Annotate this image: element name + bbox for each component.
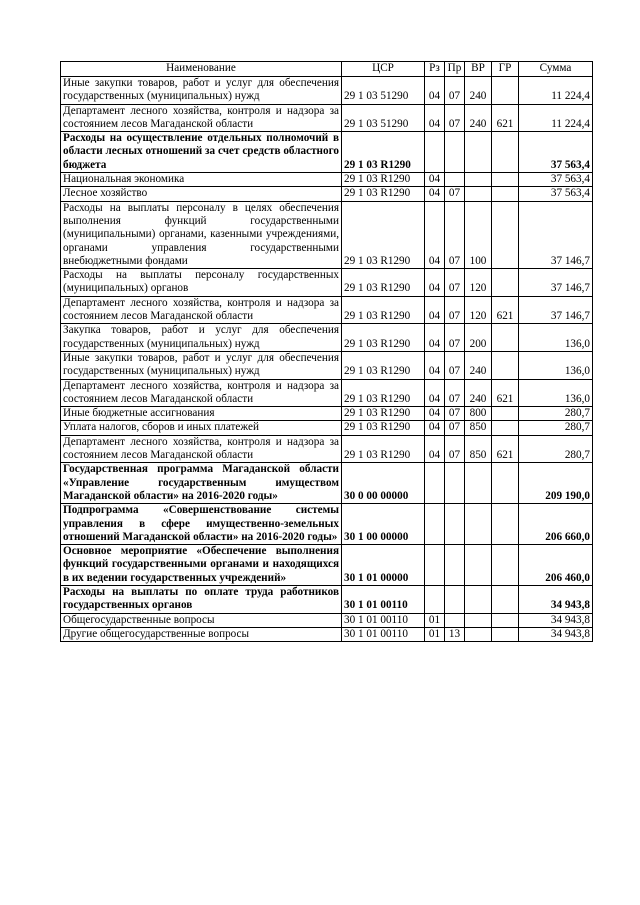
row-pr: 07 [445,187,465,201]
row-csr: 29 1 03 R1290 [342,407,425,421]
row-csr: 30 1 01 00110 [342,627,425,641]
row-csr: 29 1 03 R1290 [342,435,425,463]
table-row [61,407,593,421]
row-rz: 04 [425,104,445,132]
row-vr: 850 [465,435,492,463]
row-vr [465,585,492,613]
row-rz: 04 [425,269,445,297]
row-csr: 29 1 03 R1290 [342,201,425,268]
row-rz: 04 [425,379,445,407]
row-pr: 07 [445,77,465,105]
row-gr [492,585,519,613]
table-row [61,585,593,613]
row-rz [425,504,445,545]
row-pr: 07 [445,351,465,379]
row-pr [445,173,465,187]
row-sum: 34 943,8 [519,613,593,627]
row-vr [465,613,492,627]
row-name: Национальная экономика [61,173,342,187]
row-csr: 30 1 00 00000 [342,504,425,545]
row-name: Иные закупки товаров, работ и услуг для обеспечения государственных (муниципальных) нужд [61,77,342,105]
row-gr: 621 [492,104,519,132]
row-csr: 29 1 03 R1290 [342,351,425,379]
row-csr: 30 1 01 00110 [342,613,425,627]
row-name: Расходы на выплаты персоналу в целях обеспечения выполнения функций государственными (муниципальными) органами, казенными учреждениями, органами управления государственными внебюджетными фондами [61,201,342,268]
row-csr: 30 0 00 00000 [342,463,425,504]
row-name: Департамент лесного хозяйства, контроля и надзора за состоянием лесов Магаданской области [61,296,342,324]
row-rz: 04 [425,407,445,421]
row-sum: 11 224,4 [519,77,593,105]
header-vr: ВР [465,62,492,77]
row-rz: 01 [425,627,445,641]
row-vr: 850 [465,421,492,435]
table-row [61,187,593,201]
row-name: Лесное хозяйство [61,187,342,201]
row-gr [492,504,519,545]
row-pr: 07 [445,435,465,463]
table-row [61,379,593,407]
row-pr: 07 [445,324,465,352]
row-pr: 07 [445,201,465,268]
row-sum: 209 190,0 [519,463,593,504]
row-gr [492,269,519,297]
row-vr [465,173,492,187]
row-name: Иные бюджетные ассигнования [61,407,342,421]
row-vr [465,627,492,641]
row-csr: 29 1 03 R1290 [342,269,425,297]
row-csr: 29 1 03 R1290 [342,379,425,407]
row-gr [492,132,519,173]
row-pr: 07 [445,296,465,324]
row-sum: 136,0 [519,351,593,379]
row-sum: 280,7 [519,421,593,435]
row-rz: 04 [425,187,445,201]
row-vr: 240 [465,351,492,379]
row-sum: 11 224,4 [519,104,593,132]
row-gr [492,201,519,268]
row-csr: 29 1 03 51290 [342,104,425,132]
budget-table [60,61,593,642]
header-rz: Рз [425,62,445,77]
row-name: Общегосударственные вопросы [61,613,342,627]
table-row [61,351,593,379]
row-vr [465,463,492,504]
row-vr: 240 [465,77,492,105]
row-rz: 04 [425,421,445,435]
row-pr: 07 [445,379,465,407]
row-pr [445,585,465,613]
row-rz: 04 [425,201,445,268]
table-row [61,201,593,268]
row-gr [492,187,519,201]
row-sum: 37 146,7 [519,201,593,268]
row-gr: 621 [492,379,519,407]
row-gr [492,421,519,435]
row-sum: 136,0 [519,379,593,407]
row-vr: 800 [465,407,492,421]
row-gr: 621 [492,435,519,463]
table-row [61,613,593,627]
row-sum: 34 943,8 [519,627,593,641]
row-rz: 04 [425,296,445,324]
row-pr: 07 [445,407,465,421]
row-name: Департамент лесного хозяйства, контроля и надзора за состоянием лесов Магаданской области [61,379,342,407]
row-name: Подпрограмма «Совершенствование системы управления в сфере имущественно-земельных отношений Магаданской области» на 2016-2020 годы» [61,504,342,545]
row-name: Расходы на осуществление отдельных полномочий в области лесных отношений за счет средств областного бюджета [61,132,342,173]
row-vr [465,132,492,173]
header-csr: ЦСР [342,62,425,77]
table-row [61,627,593,641]
row-pr [445,504,465,545]
row-sum: 37 563,4 [519,173,593,187]
row-rz [425,585,445,613]
row-vr: 200 [465,324,492,352]
row-pr [445,613,465,627]
table-row [61,435,593,463]
table-row [61,132,593,173]
row-gr [492,324,519,352]
row-name: Департамент лесного хозяйства, контроля и надзора за состоянием лесов Магаданской области [61,435,342,463]
row-vr: 120 [465,269,492,297]
header-name: Наименование [61,62,342,77]
table-row [61,463,593,504]
row-rz: 04 [425,324,445,352]
row-name: Расходы на выплаты персоналу государственных (муниципальных) органов [61,269,342,297]
row-sum: 37 146,7 [519,296,593,324]
table-row [61,104,593,132]
row-sum: 37 563,4 [519,132,593,173]
row-csr: 29 1 03 R1290 [342,296,425,324]
row-rz [425,132,445,173]
row-gr [492,173,519,187]
header-sum: Сумма [519,62,593,77]
row-pr: 07 [445,269,465,297]
row-vr: 240 [465,379,492,407]
row-rz: 04 [425,77,445,105]
row-pr [445,545,465,586]
row-gr [492,613,519,627]
row-csr: 29 1 03 R1290 [342,173,425,187]
row-rz [425,463,445,504]
row-csr: 29 1 03 R1290 [342,187,425,201]
row-pr [445,132,465,173]
table-row [61,269,593,297]
row-vr: 100 [465,201,492,268]
header-row [61,62,593,77]
row-gr: 621 [492,296,519,324]
row-rz: 04 [425,435,445,463]
table-row [61,77,593,105]
row-gr [492,545,519,586]
row-name: Другие общегосударственные вопросы [61,627,342,641]
row-gr [492,351,519,379]
table-row [61,296,593,324]
row-csr: 29 1 03 R1290 [342,421,425,435]
row-rz: 04 [425,173,445,187]
row-vr [465,187,492,201]
row-name: Иные закупки товаров, работ и услуг для обеспечения государственных (муниципальных) нужд [61,351,342,379]
row-sum: 206 660,0 [519,504,593,545]
row-name: Основное мероприятие «Обеспечение выполнения функций государственными органами и находящихся в их ведении государственных учреждений» [61,545,342,586]
row-name: Расходы на выплаты по оплате труда работников государственных органов [61,585,342,613]
row-sum: 206 460,0 [519,545,593,586]
header-pr: Пр [445,62,465,77]
row-gr [492,77,519,105]
header-gr: ГР [492,62,519,77]
row-name: Уплата налогов, сборов и иных платежей [61,421,342,435]
row-rz [425,545,445,586]
row-gr [492,407,519,421]
row-vr: 240 [465,104,492,132]
row-sum: 34 943,8 [519,585,593,613]
row-csr: 29 1 03 R1290 [342,324,425,352]
table-row [61,421,593,435]
row-gr [492,627,519,641]
row-vr [465,545,492,586]
row-pr [445,463,465,504]
row-sum: 37 563,4 [519,187,593,201]
row-pr: 13 [445,627,465,641]
row-name: Государственная программа Магаданской области «Управление государственным имуществом Магаданской области» на 2016-2020 годы» [61,463,342,504]
table-row [61,545,593,586]
row-rz: 04 [425,351,445,379]
row-vr: 120 [465,296,492,324]
row-csr: 29 1 03 R1290 [342,132,425,173]
row-sum: 136,0 [519,324,593,352]
row-csr: 29 1 03 51290 [342,77,425,105]
row-pr: 07 [445,104,465,132]
row-rz: 01 [425,613,445,627]
row-sum: 280,7 [519,435,593,463]
row-name: Закупка товаров, работ и услуг для обеспечения государственных (муниципальных) нужд [61,324,342,352]
row-csr: 30 1 01 00110 [342,585,425,613]
row-sum: 37 146,7 [519,269,593,297]
row-pr: 07 [445,421,465,435]
row-sum: 280,7 [519,407,593,421]
row-gr [492,463,519,504]
table-row [61,504,593,545]
row-vr [465,504,492,545]
row-csr: 30 1 01 00000 [342,545,425,586]
table-row [61,324,593,352]
row-name: Департамент лесного хозяйства, контроля и надзора за состоянием лесов Магаданской области [61,104,342,132]
table-row [61,173,593,187]
